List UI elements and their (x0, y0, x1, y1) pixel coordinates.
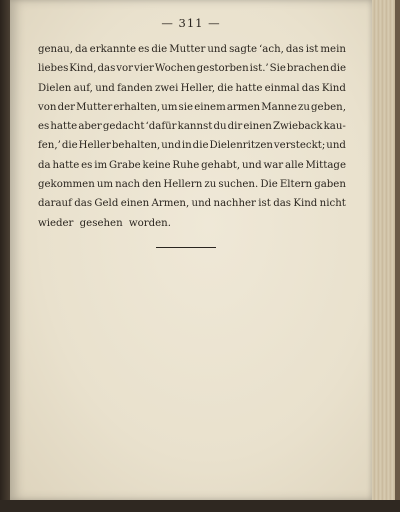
text-line (38, 117, 346, 136)
word: von (38, 101, 57, 113)
word: der (57, 101, 75, 113)
word: in (181, 140, 192, 152)
word: aber (78, 121, 102, 133)
word: behalten, (111, 140, 161, 152)
word: brachen (286, 63, 330, 75)
word: Mittage (305, 159, 346, 171)
word: sagte (229, 44, 258, 55)
word: das (285, 44, 304, 55)
word: und (207, 44, 228, 55)
word: Heller (78, 140, 111, 152)
word: es (81, 159, 93, 171)
word: Kind, (69, 63, 97, 75)
word: hatte (52, 159, 80, 171)
word: kannst (177, 121, 213, 133)
word: ‘dafür (145, 121, 177, 133)
page-edges (370, 0, 400, 505)
page-number: — 311 — (161, 16, 221, 30)
word: erkannte (89, 44, 137, 55)
word: es (138, 44, 150, 55)
word: das (74, 198, 93, 210)
word: einmal (264, 82, 300, 94)
word: ist (258, 198, 271, 210)
word: Die (260, 179, 278, 191)
word: zu (297, 101, 310, 113)
word: gestorben (196, 63, 249, 75)
word: Zwieback (272, 121, 323, 133)
word: fen,’ (38, 140, 61, 152)
word: gehabt, (201, 159, 241, 171)
word: du (213, 121, 227, 133)
word: Hellern (163, 179, 203, 191)
word: auf, (73, 82, 93, 94)
word: vor (116, 63, 134, 75)
word: da (75, 44, 88, 55)
word: keine (142, 159, 171, 171)
word: das (273, 198, 292, 210)
word: ‘ach, (259, 44, 284, 55)
word: die (61, 140, 78, 152)
word: war (263, 159, 284, 171)
text-line (38, 156, 346, 175)
word: die (330, 63, 346, 75)
word: mein (320, 44, 346, 55)
word: und (161, 140, 181, 152)
word: Heller, (180, 82, 216, 94)
word: ist.’ (249, 63, 269, 75)
word: hatte (235, 82, 263, 94)
text-line (38, 79, 346, 98)
word: und (191, 198, 212, 210)
word: die (192, 140, 209, 152)
word: Dielenritzen (209, 140, 273, 152)
word: gaben (314, 179, 346, 191)
text-line (38, 194, 346, 213)
word: erhalten, (113, 101, 161, 113)
text-line (38, 175, 346, 194)
word: und (241, 159, 262, 171)
word: Geld (94, 198, 119, 210)
word: versteckt; (273, 140, 326, 152)
word: einem (194, 101, 226, 113)
word: Dielen (38, 82, 72, 94)
word: da (38, 159, 51, 171)
word: darauf (38, 198, 72, 210)
word: die (151, 44, 168, 55)
word: die (217, 82, 234, 94)
book-bottom-edge (0, 500, 400, 512)
text-line (38, 40, 346, 59)
word: Grabe (109, 159, 141, 171)
word: zwei (154, 82, 179, 94)
word: alle (285, 159, 304, 171)
word: geben, (311, 101, 346, 113)
word: und (326, 140, 346, 152)
word: ist (305, 44, 319, 55)
text-line (38, 98, 346, 117)
word: Armen, (151, 198, 190, 210)
body-text (38, 40, 346, 233)
word: fanden (117, 82, 153, 94)
word: suchen. (218, 179, 259, 191)
word: Manne (261, 101, 297, 113)
word: nicht (319, 198, 346, 210)
text-line (38, 59, 346, 78)
book-spine (0, 0, 10, 512)
word: Mutter (169, 44, 206, 55)
word: um (161, 101, 178, 113)
word: kau- (323, 121, 346, 133)
word: Mutter (76, 101, 113, 113)
book-page (10, 0, 372, 500)
word: armen (226, 101, 261, 113)
word: Ruhe (172, 159, 200, 171)
word: zu (204, 179, 217, 191)
word: dir (227, 121, 243, 133)
word: den (142, 179, 162, 191)
text-line (38, 136, 346, 155)
text-line: wieder gesehen worden. (38, 217, 171, 229)
word: genau, (38, 44, 73, 55)
word: vier (134, 63, 154, 75)
word: es (38, 121, 50, 133)
word: hatte (50, 121, 78, 133)
word: Wochen (154, 63, 196, 75)
word: und (95, 82, 115, 94)
word: gedacht (102, 121, 145, 133)
word: einen (243, 121, 272, 133)
word: liebes (38, 63, 69, 75)
word: um (96, 179, 114, 191)
word: sie (178, 101, 194, 113)
word: das (97, 63, 116, 75)
word: Eltern (279, 179, 313, 191)
word: einen (120, 198, 150, 210)
section-end-rule (156, 247, 216, 248)
word: nach (115, 179, 141, 191)
word: das (301, 82, 320, 94)
word: gekommen (38, 179, 95, 191)
word: im (94, 159, 108, 171)
word: Kind (321, 82, 346, 94)
word: Sie (269, 63, 286, 75)
word: nachher (213, 198, 256, 210)
word: Kind (293, 198, 318, 210)
